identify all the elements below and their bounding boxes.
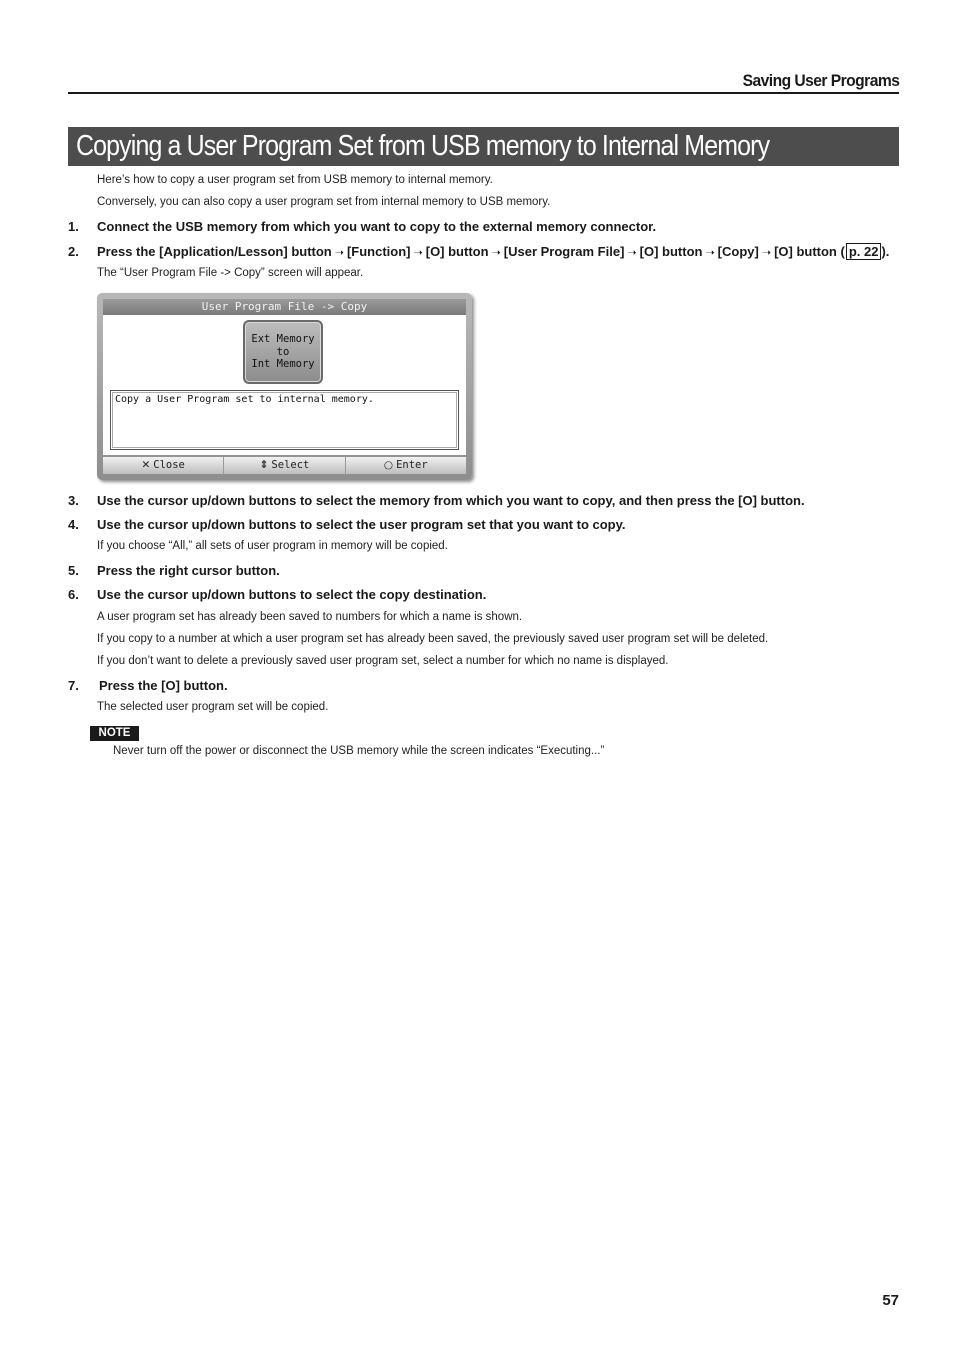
step-text: Connect the USB memory from which you want to copy to the external memory connector. [97,219,657,234]
lcd-memory-direction-button [243,320,323,384]
lcd-enter-key [346,457,466,474]
step-number: 4. [68,517,79,532]
step-part: [O] button [639,244,703,259]
lcd-enter-label: Enter [396,459,428,471]
page-title: Copying a User Program Set from USB memory to Internal Memory [76,130,770,162]
step-6-note-3: If you don’t want to delete a previously saved user program set, select a number for which no name is displayed. [97,655,669,667]
step-text: Use the cursor up/down buttons to select the copy destination. [97,587,487,602]
lcd-message-box: Copy a User Program set to internal memory. [110,390,459,450]
running-header [68,70,899,94]
cursor-updown-icon: ⇕ [259,459,269,471]
lcd-select-label: Select [271,459,310,471]
circle-icon: ○ [383,459,394,471]
step-part: Press the [Application/Lesson] button [97,244,332,259]
step-number: 3. [68,493,79,508]
step-6-note-1: A user program set has already been saved to numbers for which a name is shown. [97,611,523,623]
step-part: [Function] [346,244,411,259]
lcd-screen [97,293,472,480]
step-text: Press the [O] button. [99,678,228,693]
lcd-close-label: Close [153,459,185,471]
lcd-button-line: Int Memory [251,358,315,371]
lcd-screen-body [103,315,466,455]
step-text: Press the right cursor button. [97,563,280,578]
lcd-close-key [103,457,224,474]
arrow-icon: ➝ [627,247,637,259]
arrow-icon: ➝ [705,247,715,259]
page-number: 57 [882,1292,899,1309]
lcd-screen-title: User Program File -> Copy [103,299,466,315]
note-badge: NOTE [90,726,139,741]
step-part: [O] button [425,244,489,259]
arrow-icon: ➝ [413,247,423,259]
arrow-icon: ➝ [761,247,772,259]
step-part-close: ). [881,244,890,259]
arrow-icon: ➝ [491,247,501,259]
step-7-note: The selected user program set will be copied. [97,701,329,713]
intro-line-1: Here’s how to copy a user program set from USB memory to internal memory. [97,174,493,186]
step-part: [User Program File] [503,244,625,259]
step-part: [O] button ( [774,244,845,259]
arrow-icon: ➝ [334,247,344,259]
step-number: 5. [68,563,79,578]
step-number: 7. [68,678,79,693]
step-number: 2. [68,244,79,259]
lcd-select-key [224,457,345,474]
step-part: [Copy] [717,244,759,259]
lcd-function-bar [103,457,466,474]
lcd-button-line: to [276,345,290,358]
step-text [97,244,889,259]
step-6-note-2: If you copy to a number at which a user program set has already been saved, the previously saved user program set will be deleted. [97,633,769,645]
step-2-note: The “User Program File -> Copy” screen will appear. [97,267,364,279]
step-number: 6. [68,587,79,602]
intro-line-2: Conversely, you can also copy a user program set from internal memory to USB memory. [97,196,551,208]
step-4-note: If you choose “All,” all sets of user program in memory will be copied. [97,540,448,552]
step-text: Use the cursor up/down buttons to select the memory from which you want to copy, and then press the [O] button. [97,493,805,508]
section-title: Saving User Programs [742,71,899,90]
title-bar [68,127,899,166]
close-icon: ✕ [141,459,151,471]
lcd-button-line: Ext Memory [251,333,315,346]
note-text: Never turn off the power or disconnect the USB memory while the screen indicates “Executing...” [113,745,605,757]
page-reference-link[interactable]: p. 22 [846,243,882,260]
step-text: Use the cursor up/down buttons to select the user program set that you want to copy. [97,517,626,532]
step-number: 1. [68,219,79,234]
